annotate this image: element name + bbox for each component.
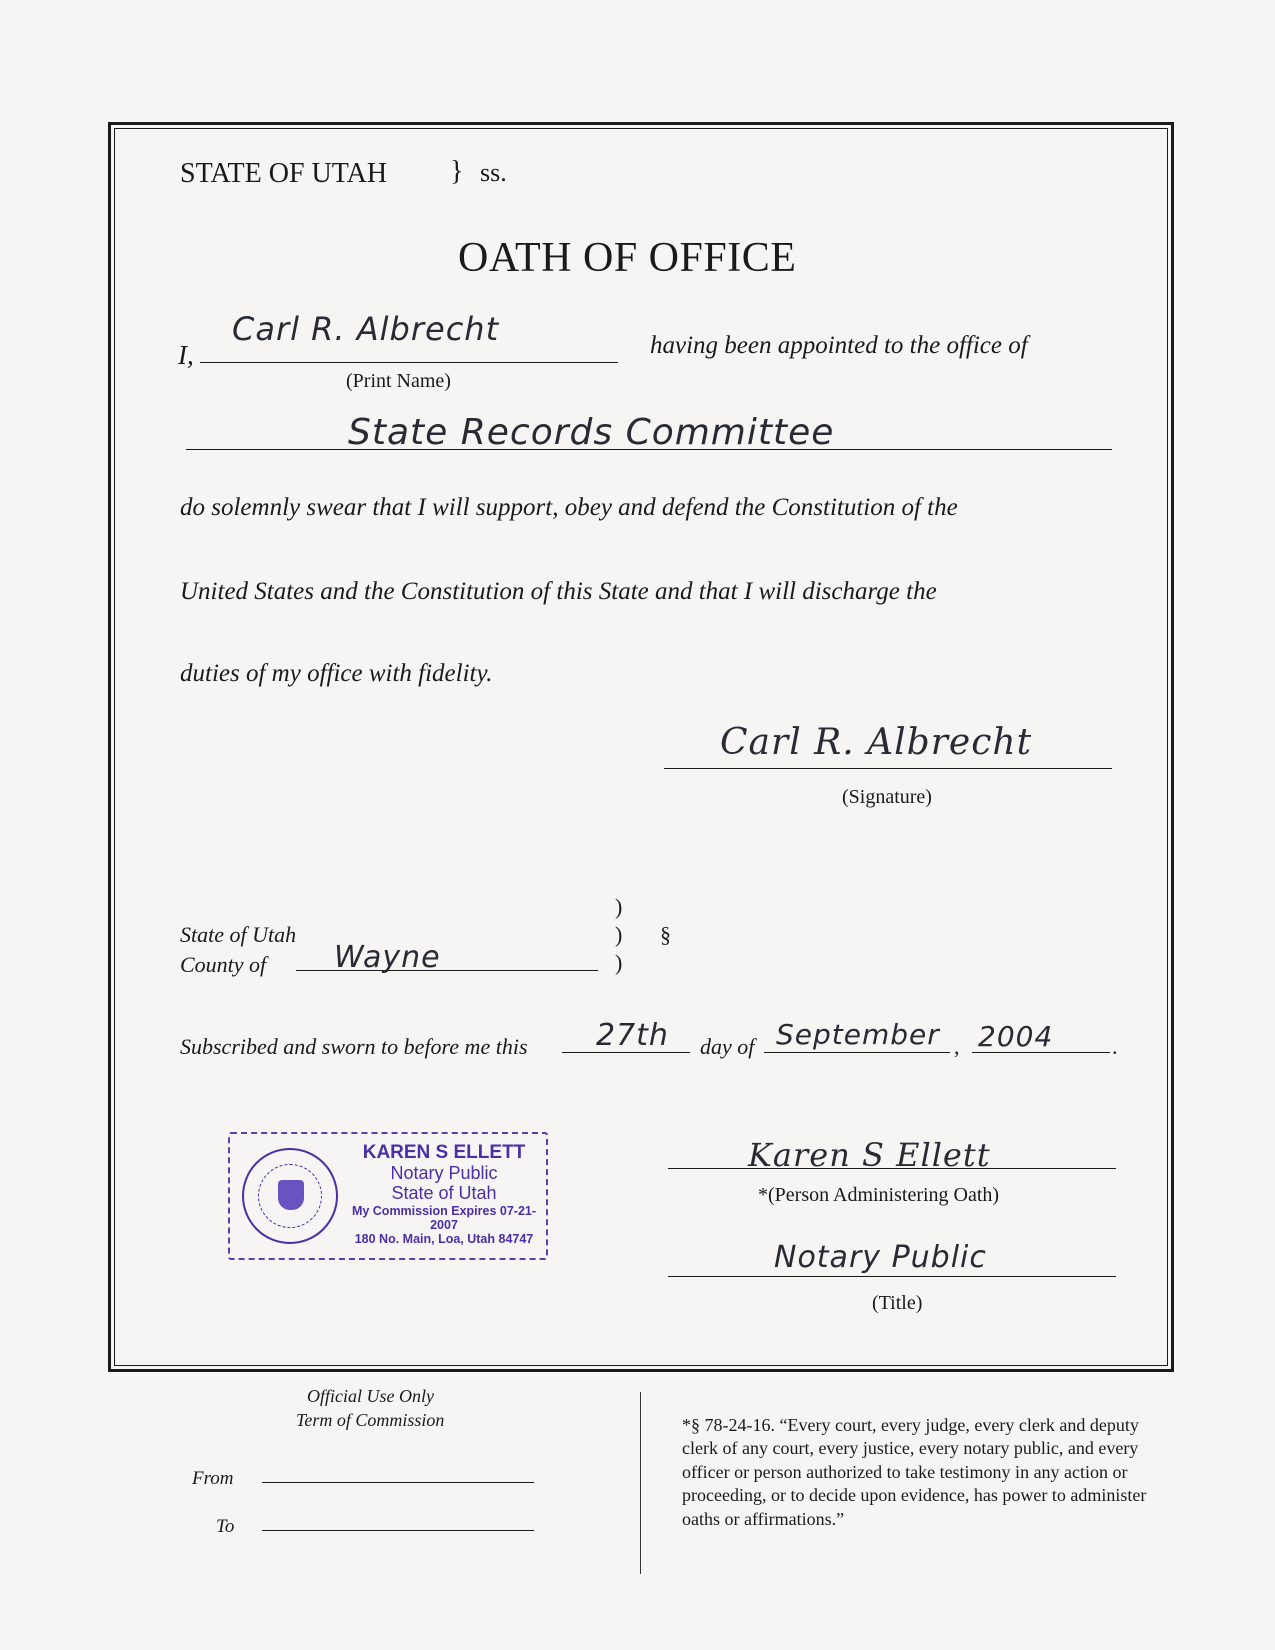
month-line — [764, 1052, 950, 1053]
handwritten-day: 27th — [596, 1018, 669, 1053]
handwritten-administrator-signature: Karen S Ellett — [748, 1136, 991, 1174]
stamp-commission: My Commission Expires 07-21-2007 — [351, 1203, 537, 1232]
paren-2: ) — [615, 922, 623, 947]
page-title: OATH OF OFFICE — [458, 235, 797, 281]
state-label: State of Utah — [180, 922, 297, 947]
ss-label: ss. — [480, 158, 507, 187]
brace: } — [450, 156, 464, 187]
to-label: To — [216, 1516, 235, 1537]
subscribed-text: Subscribed and sworn to before me this — [180, 1034, 528, 1059]
handwritten-office: State Records Committee — [348, 412, 835, 453]
appointed-text: having been appointed to the office of — [650, 332, 1028, 359]
day-of-text: day of — [700, 1034, 755, 1059]
to-line — [262, 1530, 534, 1531]
handwritten-year: 2004 — [978, 1020, 1054, 1053]
county-label: County of — [180, 952, 267, 977]
paren-3: ) — [615, 950, 623, 975]
footer-divider — [640, 1392, 641, 1574]
print-name-label: (Print Name) — [346, 370, 451, 392]
county-line — [296, 970, 598, 971]
office-line — [186, 449, 1112, 450]
official-use-heading: Official Use Only — [307, 1386, 434, 1406]
from-label: From — [192, 1468, 234, 1489]
handwritten-county: Wayne — [334, 940, 441, 975]
handwritten-signature: Carl R. Albrecht — [720, 722, 1033, 763]
statute-footnote: *§ 78-24-16. “Every court, every judge, every clerk and deputy clerk of any court, every justice, every notary public, and every officer or person authorized to take testimony in any action or proceeding, or to decide upon evidence, has power to administer oaths or affirmations.” — [682, 1415, 1147, 1529]
oath-line-3: duties of my office with fidelity. — [180, 660, 493, 687]
administrator-line — [668, 1168, 1116, 1169]
state-heading: STATE OF UTAH — [180, 158, 388, 189]
oath-line-2: United States and the Constitution of this State and that I will discharge the — [180, 578, 937, 605]
stamp-name: KAREN S ELLETT — [362, 1142, 526, 1163]
stamp-address: 180 No. Main, Loa, Utah 84747 — [354, 1231, 534, 1246]
year-line — [972, 1052, 1110, 1053]
paren-1: ) — [615, 894, 623, 919]
notary-stamp — [228, 1132, 548, 1260]
oath-line-1: do solemnly swear that I will support, obey and defend the Constitution of the — [180, 494, 958, 521]
administrator-label: *(Person Administering Oath) — [758, 1184, 1000, 1206]
signature-line — [664, 768, 1112, 769]
stamp-text — [344, 1142, 544, 1246]
title-line — [668, 1276, 1116, 1277]
handwritten-title: Notary Public — [774, 1240, 987, 1275]
i-label: I, — [178, 340, 194, 370]
section-symbol: § — [660, 922, 671, 947]
day-line — [562, 1052, 690, 1053]
handwritten-name: Carl R. Albrecht — [232, 310, 500, 348]
period: . — [1112, 1034, 1118, 1059]
signature-label: (Signature) — [842, 786, 932, 808]
term-of-commission-heading: Term of Commission — [296, 1410, 445, 1430]
stamp-role: Notary Public — [390, 1163, 498, 1184]
stamp-state: State of Utah — [391, 1183, 497, 1204]
name-line — [200, 362, 618, 363]
title-label: (Title) — [872, 1292, 923, 1314]
comma: , — [954, 1034, 960, 1059]
handwritten-month: September — [776, 1018, 940, 1051]
state-seal-icon — [242, 1148, 338, 1244]
from-line — [262, 1482, 534, 1483]
